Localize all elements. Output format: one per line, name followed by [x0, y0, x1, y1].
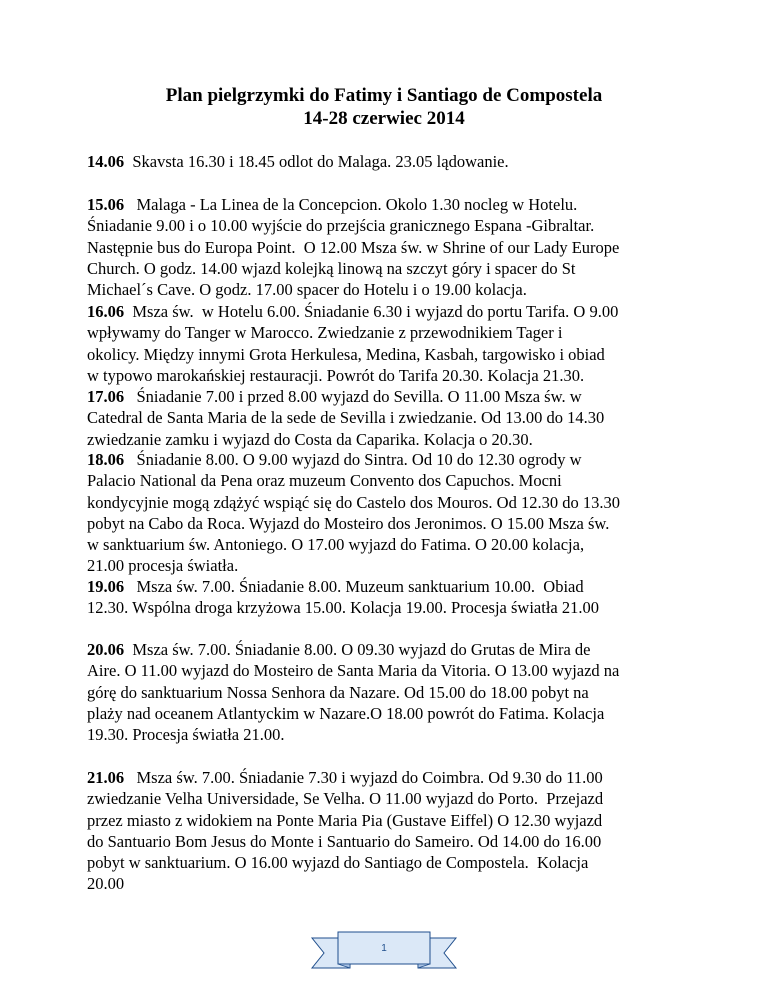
itinerary-entry — [87, 386, 687, 450]
entry-text: w sanktuarium św. Antoniego. O 17.00 wyjazd do Fatima. O 20.00 kolacja, — [87, 535, 585, 555]
entry-text: Śniadanie 9.00 i o 10.00 wyjście do przejścia granicznego Espana -Gibraltar. — [87, 216, 595, 236]
entry-line — [87, 534, 687, 555]
entry-text: pobyt w sanktuarium. O 16.00 wyjazd do Santiago de Compostela. Kolacja — [87, 853, 589, 873]
entry-line — [87, 429, 687, 450]
entry-text: 20.00 — [87, 874, 125, 894]
entry-text: Skavsta 16.30 i 18.45 odlot do Malaga. 23.05 lądowanie. — [124, 152, 509, 171]
itinerary-entry — [87, 639, 687, 745]
entry-date: 17.06 — [87, 387, 125, 406]
entry-line — [87, 810, 687, 831]
entry-text: okolicy. Między innymi Grota Herkulesa, Medina, Kasbah, targowisko i obiad — [87, 344, 605, 364]
entry-line — [87, 831, 687, 852]
entry-text: Catedral de Santa Maria de la sede de Sevilla i zwiedzanie. Od 13.00 do 14.30 — [87, 408, 605, 428]
entry-text: Palacio National da Pena oraz muzeum Convento dos Capuchos. Mocni — [87, 471, 562, 491]
entry-line — [87, 513, 687, 534]
entry-text: 19.30. Procesja światła 21.00. — [87, 725, 285, 745]
entry-text: Malaga - La Linea de la Concepcion. Okolo 1.30 nocleg w Hotelu. — [124, 195, 578, 214]
entry-line — [87, 194, 687, 215]
entry-line — [87, 470, 687, 491]
entry-text: 21.00 procesja światła. — [87, 556, 239, 576]
entry-line — [87, 301, 687, 322]
entry-text: górę do sanktuarium Nossa Senhora da Nazare. Od 15.00 do 18.00 pobyt na — [87, 682, 589, 702]
entry-text: Msza św. 7.00. Śniadanie 7.30 i wyjazd do Coimbra. Od 9.30 do 11.00 — [124, 768, 603, 787]
entry-text: plaży nad oceanem Atlantyckim w Nazare.O 18.00 powrót do Fatima. Kolacja — [87, 703, 605, 723]
entry-line — [87, 215, 687, 236]
entry-line — [87, 407, 687, 428]
entry-text: do Santuario Bom Jesus do Monte i Santuario do Sameiro. Od 14.00 do 16.00 — [87, 831, 602, 851]
entry-line — [87, 258, 687, 279]
entry-line — [87, 365, 687, 386]
entry-text: wpływamy do Tanger w Marocco. Zwiedzanie z przewodnikiem Tager i — [87, 323, 563, 343]
entry-line — [87, 682, 687, 703]
entry-line — [87, 852, 687, 873]
entry-line — [87, 873, 687, 894]
entry-date: 16.06 — [87, 302, 125, 321]
entry-text: pobyt na Cabo da Roca. Wyjazd do Mosteiro dos Jeronimos. O 15.00 Msza św. — [87, 513, 610, 533]
entry-text: Śniadanie 7.00 i przed 8.00 wyjazd do Sevilla. O 11.00 Msza św. w — [124, 387, 582, 406]
entry-line — [87, 492, 687, 513]
entry-date: 19.06 — [87, 577, 125, 596]
entry-line — [87, 597, 687, 618]
entry-text: zwiedzanie Velha Universidade, Se Velha. O 11.00 wyjazd do Porto. Przejazd — [87, 789, 604, 809]
entry-text: Michael´s Cave. O godz. 17.00 spacer do Hotelu i o 19.00 kolacja. — [87, 280, 527, 300]
entry-line — [87, 703, 687, 724]
document-title: Plan pielgrzymki do Fatimy i Santiago de Compostela — [165, 85, 603, 106]
entry-line — [87, 639, 687, 660]
page-footer — [310, 928, 458, 976]
itinerary-entry — [87, 449, 687, 577]
entry-line — [87, 322, 687, 343]
itinerary-entry — [87, 767, 687, 895]
entry-date: 15.06 — [87, 195, 125, 214]
itinerary-entry — [87, 194, 687, 300]
entry-line — [87, 279, 687, 300]
document-subtitle: 14-28 czerwiec 2014 — [303, 108, 465, 129]
entry-text: kondycyjnie mogą zdążyć wspiąć się do Castelo dos Mouros. Od 12.30 do 13.30 — [87, 492, 620, 512]
entry-line — [87, 724, 687, 745]
entry-text: Śniadanie 8.00. O 9.00 wyjazd do Sintra. Od 10 do 12.30 ogrody w — [124, 450, 582, 469]
page-number: 1 — [381, 943, 387, 954]
entry-text: Church. O godz. 14.00 wjazd kolejką linową na szczyt góry i spacer do St — [87, 258, 576, 278]
entry-line — [87, 344, 687, 365]
entry-text: Msza św. 7.00. Śniadanie 8.00. Muzeum sanktuarium 10.00. Obiad — [124, 577, 584, 596]
entry-text: w typowo marokańskiej restauracji. Powrót do Tarifa 20.30. Kolacja 21.30. — [87, 365, 585, 385]
entry-text: Następnie bus do Europa Point. O 12.00 Msza św. w Shrine of our Lady Europe — [87, 237, 620, 257]
entry-date: 20.06 — [87, 640, 125, 659]
entry-line — [87, 555, 687, 576]
entry-line — [87, 151, 687, 172]
entry-date: 21.06 — [87, 768, 125, 787]
itinerary-entry — [87, 301, 687, 386]
entry-line — [87, 767, 687, 788]
entry-text: Msza św. w Hotelu 6.00. Śniadanie 6.30 i wyjazd do portu Tarifa. O 9.00 — [124, 302, 619, 321]
entry-date: 18.06 — [87, 450, 125, 469]
itinerary-entry — [87, 576, 687, 619]
entry-line — [87, 449, 687, 470]
entry-line — [87, 576, 687, 597]
entry-text: Aire. O 11.00 wyjazd do Mosteiro de Santa Maria da Vitoria. O 13.00 wyjazd na — [87, 661, 620, 681]
entry-text: zwiedzanie zamku i wyjazd do Costa da Caparika. Kolacja o 20.30. — [87, 429, 533, 449]
entry-line — [87, 788, 687, 809]
itinerary-entry — [87, 151, 687, 172]
entry-text: Msza św. 7.00. Śniadanie 8.00. O 09.30 wyjazd do Grutas de Mira de — [124, 640, 591, 659]
entry-text: przez miasto z widokiem na Ponte Maria Pia (Gustave Eiffel) O 12.30 wyjazd — [87, 810, 603, 830]
entry-date: 14.06 — [87, 152, 125, 171]
entry-line — [87, 386, 687, 407]
entry-line — [87, 237, 687, 258]
entry-line — [87, 660, 687, 681]
entry-text: 12.30. Wspólna droga krzyżowa 15.00. Kolacja 19.00. Procesja światła 21.00 — [87, 598, 599, 618]
